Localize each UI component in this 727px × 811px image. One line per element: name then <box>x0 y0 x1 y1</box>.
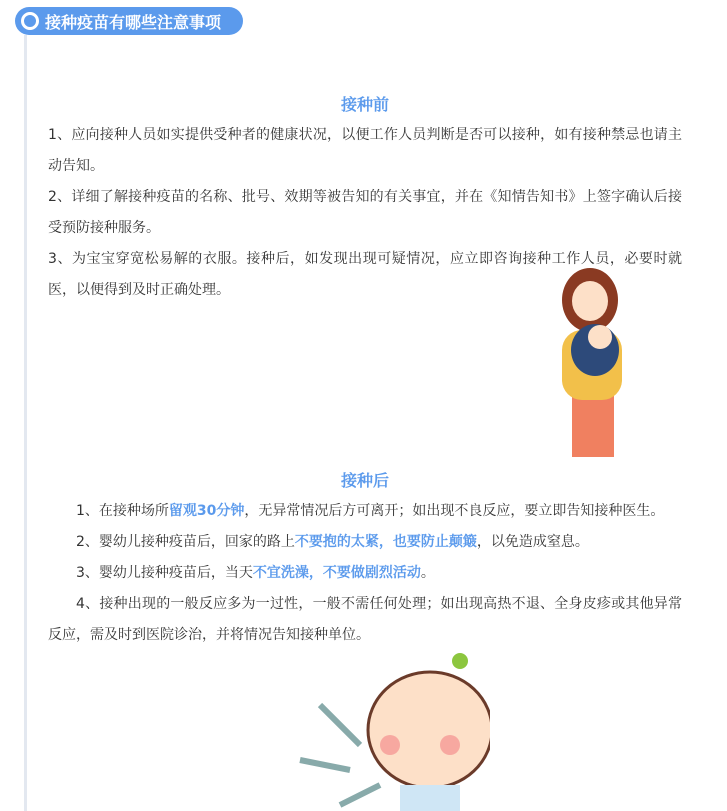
after-item: 1、在接种场所留观30分钟，无异常情况后方可离开；如出现不良反应，要立即告知接种医生。 <box>76 503 665 519</box>
before-item: 3、为宝宝穿宽松易解的衣服。接种后，如发现出现可疑情况，应立即咨询接种工作人员，必要时就医，以便得到及时正确处理。 <box>48 251 682 298</box>
before-item: 2、详细了解接种疫苗的名称、批号、效期等被告知的有关事宜，并在《知情告知书》上签字确认后接受预防接种服务。 <box>48 189 682 236</box>
after-title: 接种后 <box>340 471 389 490</box>
before-item: 1、应向接种人员如实提供受种者的健康状况，以便工作人员判断是否可以接种，如有接种禁忌也请主动告知。 <box>48 127 682 174</box>
header-title: 接种疫苗有哪些注意事项 <box>45 12 222 32</box>
after-item: 4、接种出现的一般反应多为一过性，一般不需任何处理；如出现高热不退、全身皮疹或其他异常反应，需及时到医院诊治，并将情况告知接种单位。 <box>48 596 682 643</box>
mother-baby-illustration <box>550 265 630 457</box>
before-title: 接种前 <box>340 95 389 114</box>
section-header <box>15 7 243 35</box>
baby-vaccine-illustration <box>290 645 490 811</box>
circle-icon <box>21 12 39 30</box>
after-item: 3、婴幼儿接种疫苗后，当天不宜洗澡，不要做剧烈活动。 <box>76 565 435 581</box>
timeline-line <box>24 35 27 811</box>
after-item: 2、婴幼儿接种疫苗后，回家的路上不要抱的太紧，也要防止颠簸，以免造成窒息。 <box>76 534 589 550</box>
